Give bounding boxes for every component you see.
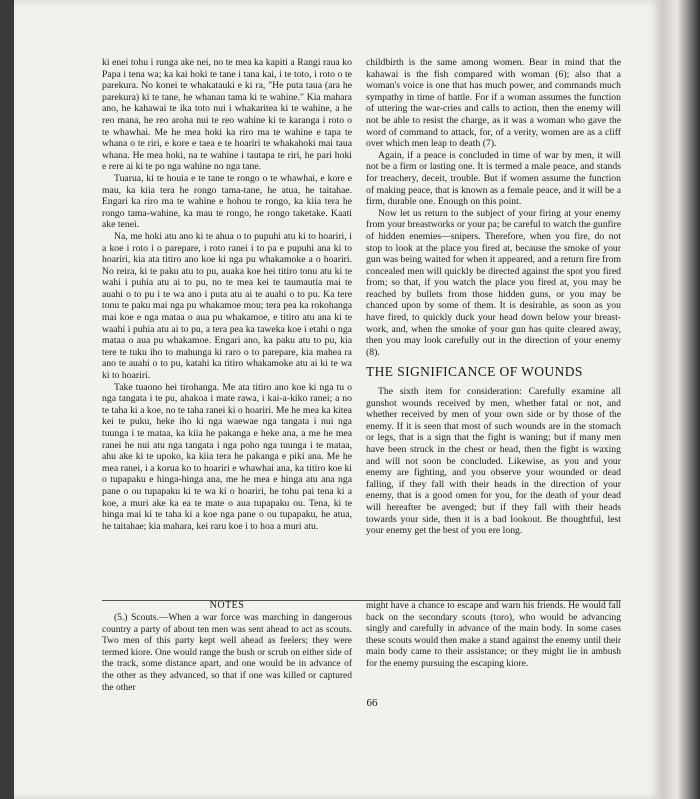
page-edge (662, 0, 700, 799)
left-column (102, 57, 352, 532)
paragraph: Na, me hoki atu ano ki te ahua o to pupuhi atu ki to hoariri, i a koe i roto i o parepare, i roto ranei i to pa e pupuhi ana ki to hoariri, kia ata titiro ano koe ki nga pu whakamoke a o hoariri. No reira, ki te paku atu to pu, auaka koe hei titiro tonu atu ki te wahi i puhia atu ai to pu, no te mea kei te taumautia mai te auahi o to pu i te wa ano i puta atu ai te auahi o to pu. Ka tere tonu te paku mai nga pu whakamoe mou; tera pea ka rokohanga mai koe e nga mataa o aua pu whakamoe, e titiro atu ana ki te waahi i puhia atu ai to pu, a tera pea ka taweka koe i etahi o nga mataa o aua pu whakamoe. Engari ano, ka paku atu to pu, kia tere te tuku iho to mahunga ki raro o to parepare, kia mahea ra ano te auahi o to pu, katahi ka titiro whakamoke atu ai ki te wa ki to hoariri. (102, 230, 352, 382)
paragraph: childbirth is the same among women. Bear in mind that the kahawai is the fish compared with woman (6); also that a woman's voice is one that has much power, and commands much sympathy in time of battle. For if a woman assumes the function of uttering the war-cries and calls to action, then the enemy will not be able to resist the charge, as it was a woman who gave the word of command to attack, for, of a verity, women are as a cliff over which men leap to death (7). (366, 57, 621, 150)
paragraph: The sixth item for consideration: Carefully examine all gunshot wounds received by men, whether fatal or not, and whether received by men of your own side or by those of the enemy. If it is seen that most of such wounds are in the stomach or legs, that is a sign that the fight is waning; but if many men have been struck in the chest or head, then the fight is waxing and will not soon be concluded. Likewise, as you and your enemy are fighting, and you observe your wounded or dead falling, if they fall with their heads in the direction of your enemy, that is a good omen for you, for the death of your dead will hereafter be avenged; but if they fall with their heads towards your side, then it is a bad lookout. Be thoughtful, lest your enemy get the best of you ere long. (366, 386, 621, 537)
notes-left-column (102, 613, 352, 694)
paragraph: Take tuaono hei tirohanga. Me ata titiro ano koe ki nga tu o nga tangata i te pu, ahakoa i mate rawa, i kai-a-kiko ranei; a no te taha ki a koe, no te taha ranei ki o hoariri. Me he mea ka kitea kei te puku, heke iho ki nga waewae nga tangata i nui nga tuunga i te mataa, ka kiia he pakanga e heke ana, a me he mea ranei he nui atu nga tangata i nga poho nga tuunga i te mataa, ahu ake ki te upoko, ka kiia tera he pakanga e piki ana. Me he mea ranei, i a korua ko to hoariri e whawhai ana, ka titiro koe ki o tupapaku e hinga-hinga ana, me he mea e hinga atu ana nga pane o ou tupapaku ki te wa ki o hoariri, he tohu pai tena ki a koe, a muri ake ka ea te mate o aua tupapaku ou. Tena, ki te hinga mai ki te taha ki a koe nga pane o ou tupapaku, he atua, he taitahae; kia mahara, kei raru koe i to hoa a muri atu. (102, 381, 352, 532)
note-text: might have a chance to escape and warn his friends. He would fall back on the secondary scouts (toro), who would be advancing singly and carefully in advance of the main body. In some cases these scouts would then make a stand against the enemy until their main body came to their assistance; or they might lie in ambush for the enemy pursuing the escaping kiore. (366, 601, 621, 669)
paragraph: Now let us return to the subject of your firing at your enemy from your breastworks or your pa; be careful to watch the gunfire of hidden enemies—snipers. Therefore, when you fire, do not stop to look at the place you fired at, because the smoke of your gun was being waited for when it appeared, and a return fire from concealed men will quickly be directed against the spot you fired from; so that, if you watch the place you fired at, you may be reached by bullets from those hidden guns, or you may be chanced upon by some of them. It is desirable, as soon as you have fired, to quickly duck your head down below your breast-work, and, when the smoke of your gun has quite cleared away, then you may look carefully out in the direction of your enemy (8). (366, 207, 621, 358)
section-heading: THE SIGNIFICANCE OF WOUNDS (366, 364, 583, 380)
note-text: (5.) Scouts.—When a war force was marching in dangerous country a party of about ten men was sent ahead to act as scouts. Two men of this party kept well ahead as feelers; they were termed kiore. One would range the bush or scrub on either side of the track, some distance apart, and one would be in advance of the other as they advanced, so that if one was killed or captured the other (102, 613, 352, 693)
paragraph: ki enei tohu i runga ake nei, no te mea ka kapiti a Rangi raua ko Papa i tena wa; ka kai hoki te tane i tana kai, i te toto, i roto o te parekura. No konei te whakatauki e ki ra, "He puta taua (ara he parekura) ki te tane, he whanau tama ki te wahine." Kia mahara ano, he kahawai te ika toto nui i whakaritea ki te wahine, a he reo mana, he reo aroha nui te reo wahine ki te karanga i roto o te whawhai. Me he mea hoki ka riro ma te wahine e tapa te whana o te riri, e kore e taea e te hoariri te whakahoki mai taua whana. He mea hoki, na te wahine i tautapa te riri, he pari hoki e rere ai ki te po nga wahine no nga tane. (102, 57, 352, 173)
notes-right-column (366, 601, 621, 671)
paragraph: Again, if a peace is concluded in time of war by men, it will not be a firm or lasting one. It is termed a male peace, and stands for treachery, deceit, trouble. But if women assume the function of making peace, that is known as a female peace, and it will be a firm, durable one. Enough on this point. (366, 149, 621, 208)
notes-title: NOTES (209, 600, 245, 611)
right-column (366, 57, 621, 537)
page-number: 66 (366, 697, 378, 709)
paragraph: Tuarua, ki te houia e te tane te rongo o te whawhai, e kore e mau, ka kiia tera he rongo tama-tane, he atua, he taitahae. Engari ka riro ma te wahine e hohou te rongo, ka kiia tera he rongo tama-wahine, ka mau te rongo, he rongo taketake. Kaati ake tenei. (102, 172, 352, 231)
